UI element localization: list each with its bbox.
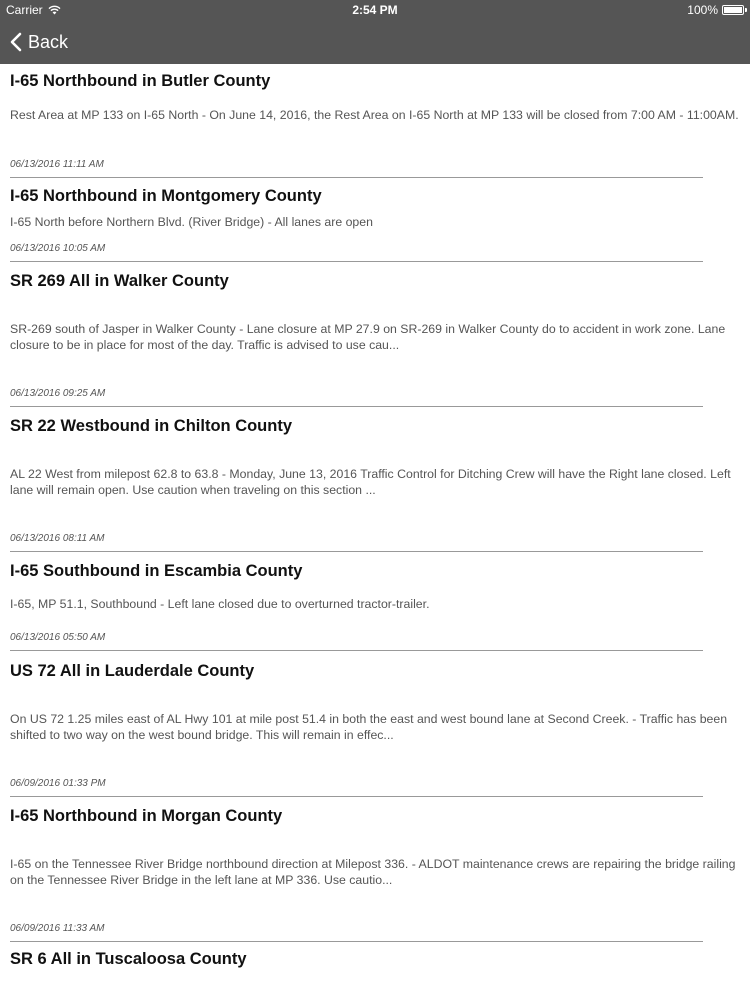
battery-label: 100%: [687, 3, 718, 17]
item-description: On US 72 1.25 miles east of AL Hwy 101 at mile post 51.4 in both the east and west bound lane at Second Creek. - Traffic has been shifted to two way on the west bound bridge. This will remain in effec...: [10, 712, 728, 742]
item-divider: [10, 551, 703, 552]
back-label: Back: [28, 31, 69, 52]
back-button[interactable]: [10, 28, 68, 56]
item-title: US 72 All in Lauderdale County: [10, 662, 255, 680]
item-divider: [10, 796, 703, 797]
item-divider: [10, 177, 703, 178]
list-item[interactable]: [0, 799, 750, 944]
item-title: I-65 Northbound in Morgan County: [10, 807, 283, 825]
item-title: SR 6 All in Tuscaloosa County: [10, 950, 247, 968]
item-title: I-65 Southbound in Escambia County: [10, 562, 303, 580]
item-date: 06/09/2016 11:33 AM: [10, 923, 105, 934]
item-divider: [10, 261, 703, 262]
item-description: I-65 North before Northern Blvd. (River Bridge) - All lanes are open: [10, 215, 373, 229]
item-date: 06/13/2016 09:25 AM: [10, 388, 106, 399]
list-item[interactable]: [0, 264, 750, 409]
list-item[interactable]: [0, 554, 750, 654]
list-item[interactable]: [0, 179, 750, 264]
item-divider: [10, 941, 703, 942]
item-date: 06/13/2016 08:11 AM: [10, 533, 105, 544]
item-title: SR 269 All in Walker County: [10, 272, 229, 290]
list-item[interactable]: [0, 654, 750, 799]
list-item[interactable]: [0, 409, 750, 554]
item-title: SR 22 Westbound in Chilton County: [10, 417, 293, 435]
navigation-bar: [0, 20, 750, 64]
battery-indicator: [687, 3, 744, 17]
item-description: Rest Area at MP 133 on I-65 North - On June 14, 2016, the Rest Area on I-65 North at MP 133 will be closed from 7:00 AM - 11:00AM.: [10, 108, 739, 122]
item-title: I-65 Northbound in Montgomery County: [10, 187, 322, 205]
item-description: I-65, MP 51.1, Southbound - Left lane closed due to overturned tractor-trailer.: [10, 597, 430, 611]
item-description: AL 22 West from milepost 62.8 to 63.8 - Monday, June 13, 2016 Traffic Control for Ditching Crew will have the Right lane closed. Left lane will remain open. Use caution when traveling on this section ...: [10, 467, 731, 497]
list-item[interactable]: [0, 944, 750, 1000]
item-description: SR-269 south of Jasper in Walker County - Lane closure at MP 27.9 on SR-269 in Walker County do to accident in work zone. Lane closure to be in place for most of the day. Traffic is advised to use cau...: [10, 322, 726, 352]
item-date: 06/13/2016 10:05 AM: [10, 243, 106, 254]
chevron-left-icon: [10, 32, 22, 52]
status-time: 2:54 PM: [352, 3, 398, 17]
item-description: I-65 on the Tennessee River Bridge northbound direction at Milepost 336. - ALDOT maintenance crews are repairing the bridge railing on the Tennessee River Bridge in the left lane at MP 336. Use cautio...: [10, 857, 736, 887]
item-date: 06/13/2016 05:50 AM: [10, 632, 106, 643]
status-bar: [0, 0, 750, 20]
item-divider: [10, 650, 703, 651]
list-item[interactable]: [0, 64, 750, 179]
item-date: 06/13/2016 11:11 AM: [10, 159, 104, 170]
item-divider: [10, 406, 703, 407]
item-title: I-65 Northbound in Butler County: [10, 72, 271, 90]
battery-icon: [722, 5, 744, 15]
item-date: 06/09/2016 01:33 PM: [10, 778, 106, 789]
carrier-label: Carrier: [6, 3, 43, 17]
